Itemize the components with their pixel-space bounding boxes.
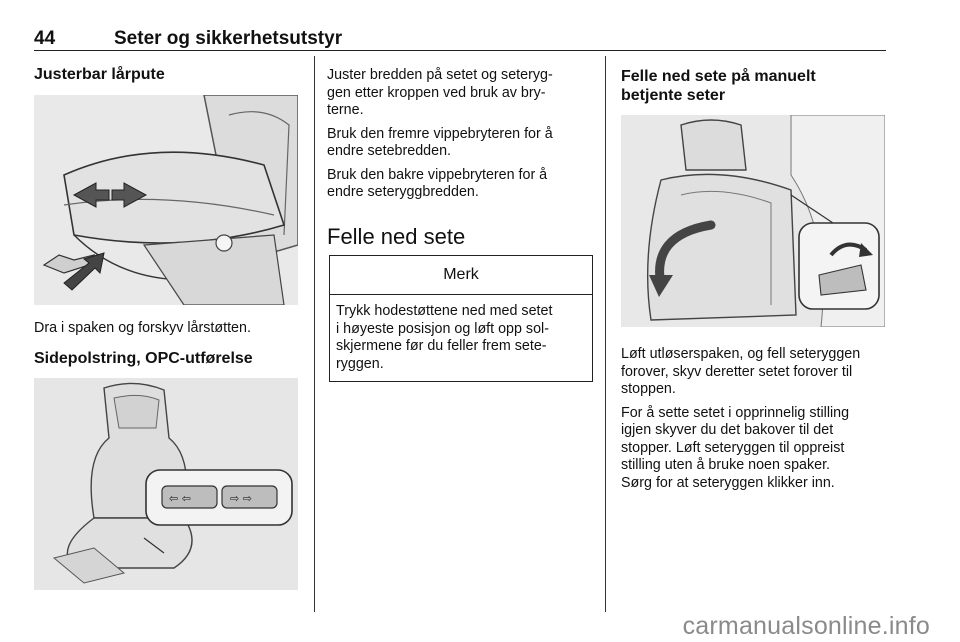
header-rule — [34, 50, 886, 51]
caption-thigh-support — [34, 320, 304, 338]
figure-fold-seat — [621, 115, 885, 327]
fold-seat-heading-text: Felle ned sete — [327, 224, 466, 249]
middle-intro — [327, 67, 595, 202]
column-divider-right — [605, 56, 606, 612]
note-title: Merk — [330, 256, 592, 295]
right-paragraph-1: Løft utløserspaken, og fell seteryggen forover, skyv deretter setet forover til stoppen. — [621, 346, 861, 397]
section-heading-manual-seats — [621, 67, 886, 105]
chapter-title: Seter og sikkerhetsutstyr — [114, 28, 343, 49]
svg-text:⇦ ⇦: ⇦ ⇦ — [169, 492, 191, 505]
note-text: Trykk hodestøttene ned med setet i høyeste posisjon og løft opp sol- skjermene før du feller frem sete- ryggen. — [336, 303, 553, 372]
note-box — [329, 255, 593, 382]
page-number: 44 — [34, 28, 56, 49]
section1-heading-text: Justerbar lårpute — [34, 66, 165, 83]
right-body — [621, 346, 886, 492]
figure-thigh-support — [34, 95, 298, 305]
right-paragraph-2: For å sette setet i opprinnelig stilling igjen skyver du det bakover til det stopper. Løft seteryggen til oppreist stilling uten å bruke noen spaker. Sørg for at seteryggen klikker inn. — [621, 404, 850, 491]
section-heading-side-bolster — [34, 349, 304, 368]
intro-paragraph-1: Juster bredden på setet og seteryg- gen etter kroppen ved bruk av bry- terne. — [327, 67, 553, 118]
intro-paragraph-2: Bruk den fremre vippebryteren for å endre setebredden. — [327, 125, 553, 159]
manual-seats-heading-text: Felle ned sete på manuelt betjente seter — [621, 68, 816, 104]
intro-paragraph-3: Bruk den bakre vippebryteren for å endre seteryggbredden. — [327, 166, 548, 200]
section-heading-thigh-support — [34, 65, 304, 84]
section-heading-fold-seat — [327, 224, 595, 250]
svg-text:⇨ ⇨: ⇨ ⇨ — [230, 492, 252, 505]
caption-text: Dra i spaken og forskyv lårstøtten. — [34, 320, 251, 336]
page-header — [34, 26, 886, 50]
column-divider-left — [314, 56, 315, 612]
section2-heading-text: Sidepolstring, OPC-utførelse — [34, 350, 253, 367]
watermark: carmanualsonline.info — [682, 612, 930, 640]
figure-side-bolster — [34, 378, 298, 590]
